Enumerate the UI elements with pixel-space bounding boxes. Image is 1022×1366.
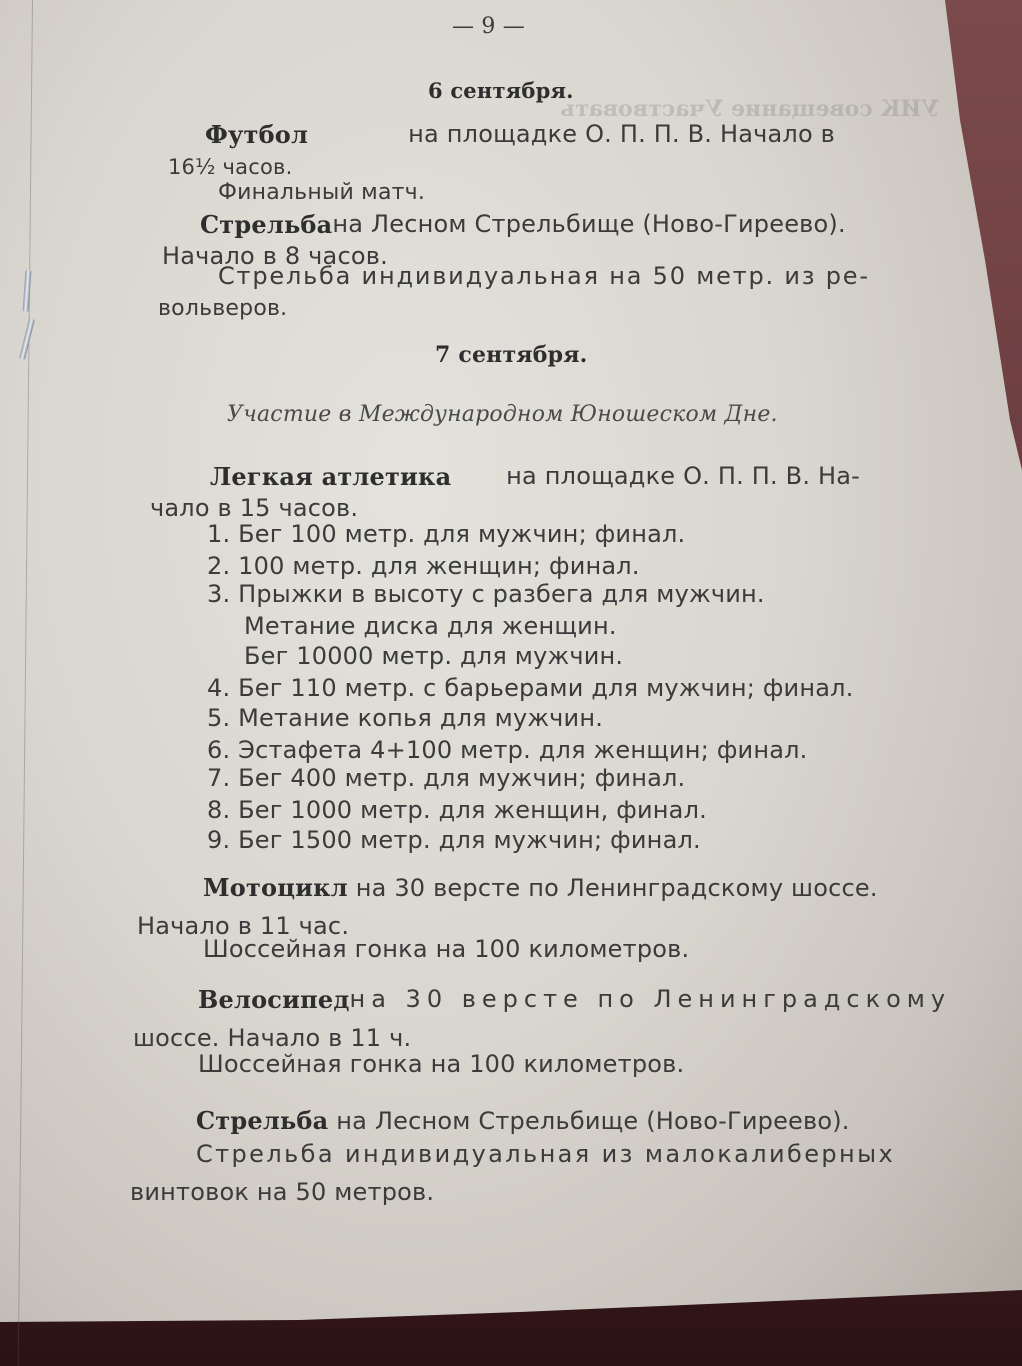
event-detail: Шоссейная гонка на 100 километров. — [203, 935, 690, 963]
list-item: 9. Бег 1500 метр. для мужчин; финал. — [207, 826, 701, 854]
event-detail: Стрельба индивидуальная из малокалиберных — [196, 1140, 896, 1168]
date-heading: 7 сентября. — [435, 342, 588, 368]
bleed-through-text: УИК совещание Участвовать — [560, 96, 940, 122]
event-location: на 30 версте по Ленинградскому шоссе. — [355, 874, 878, 902]
sport-name: Легкая атлетика — [210, 462, 452, 491]
event-shooting — [196, 1106, 850, 1135]
event-location: на Лесном Стрельбище (Ново-Гиреево). — [336, 1107, 850, 1135]
event-cycling — [198, 985, 952, 1014]
section-subtitle: Участие в Международном Юношеском Дне. — [227, 402, 778, 427]
date-heading: 6 сентября. — [428, 78, 574, 103]
page-number: — 9 — — [452, 14, 525, 39]
event-athletics — [210, 462, 860, 491]
sport-name: Стрельба — [196, 1106, 329, 1135]
event-detail: винтовок на 50 метров. — [130, 1178, 435, 1206]
event-detail: Финальный матч. — [218, 180, 426, 205]
list-item: 7. Бег 400 метр. для мужчин; финал. — [207, 764, 686, 792]
event-detail: Стрельба индивидуальная на 50 метр. из ре- — [218, 262, 870, 290]
list-item: Бег 10000 метр. для мужчин. — [244, 642, 624, 670]
event-start-time: 16½ часов. — [168, 155, 293, 179]
list-item: 8. Бег 1000 метр. для женщин, финал. — [207, 796, 707, 824]
event-detail: Шоссейная гонка на 100 километров. — [198, 1050, 685, 1078]
event-location: на 30 версте по Ленинградскому — [349, 985, 952, 1013]
event-start-time: Начало в 8 часов. — [162, 242, 388, 270]
event-start-time: Начало в 11 час. — [137, 912, 350, 940]
event-football — [205, 120, 835, 149]
list-item: Метание диска для женщин. — [244, 612, 617, 640]
event-location: на Лесном Стрельбище (Ново-Гиреево). — [332, 210, 846, 238]
event-detail: вольверов. — [158, 296, 288, 321]
event-start-time: чало в 15 часов. — [150, 494, 359, 522]
list-item: 5. Метание копья для мужчин. — [207, 704, 604, 732]
sport-name: Велосипед — [198, 985, 350, 1014]
list-item: 3. Прыжки в высоту с разбега для мужчин. — [207, 580, 765, 608]
sport-name: Мотоцикл — [203, 873, 348, 902]
list-item: 2. 100 метр. для женщин; финал. — [207, 552, 640, 580]
event-location: на площадке О. П. П. В. Начало в — [408, 120, 835, 148]
event-start-time: шоссе. Начало в 11 ч. — [133, 1024, 412, 1052]
list-item: 1. Бег 100 метр. для мужчин; финал. — [207, 520, 686, 548]
list-item: 6. Эстафета 4+100 метр. для женщин; финал. — [207, 736, 808, 764]
sport-name: Стрельба — [200, 210, 333, 239]
event-motorcycle — [203, 873, 878, 902]
event-location: на площадке О. П. П. В. На- — [506, 462, 860, 490]
list-item: 4. Бег 110 метр. с барьерами для мужчин; финал. — [207, 674, 854, 702]
sport-name: Футбол — [205, 120, 309, 149]
event-shooting — [200, 210, 846, 239]
